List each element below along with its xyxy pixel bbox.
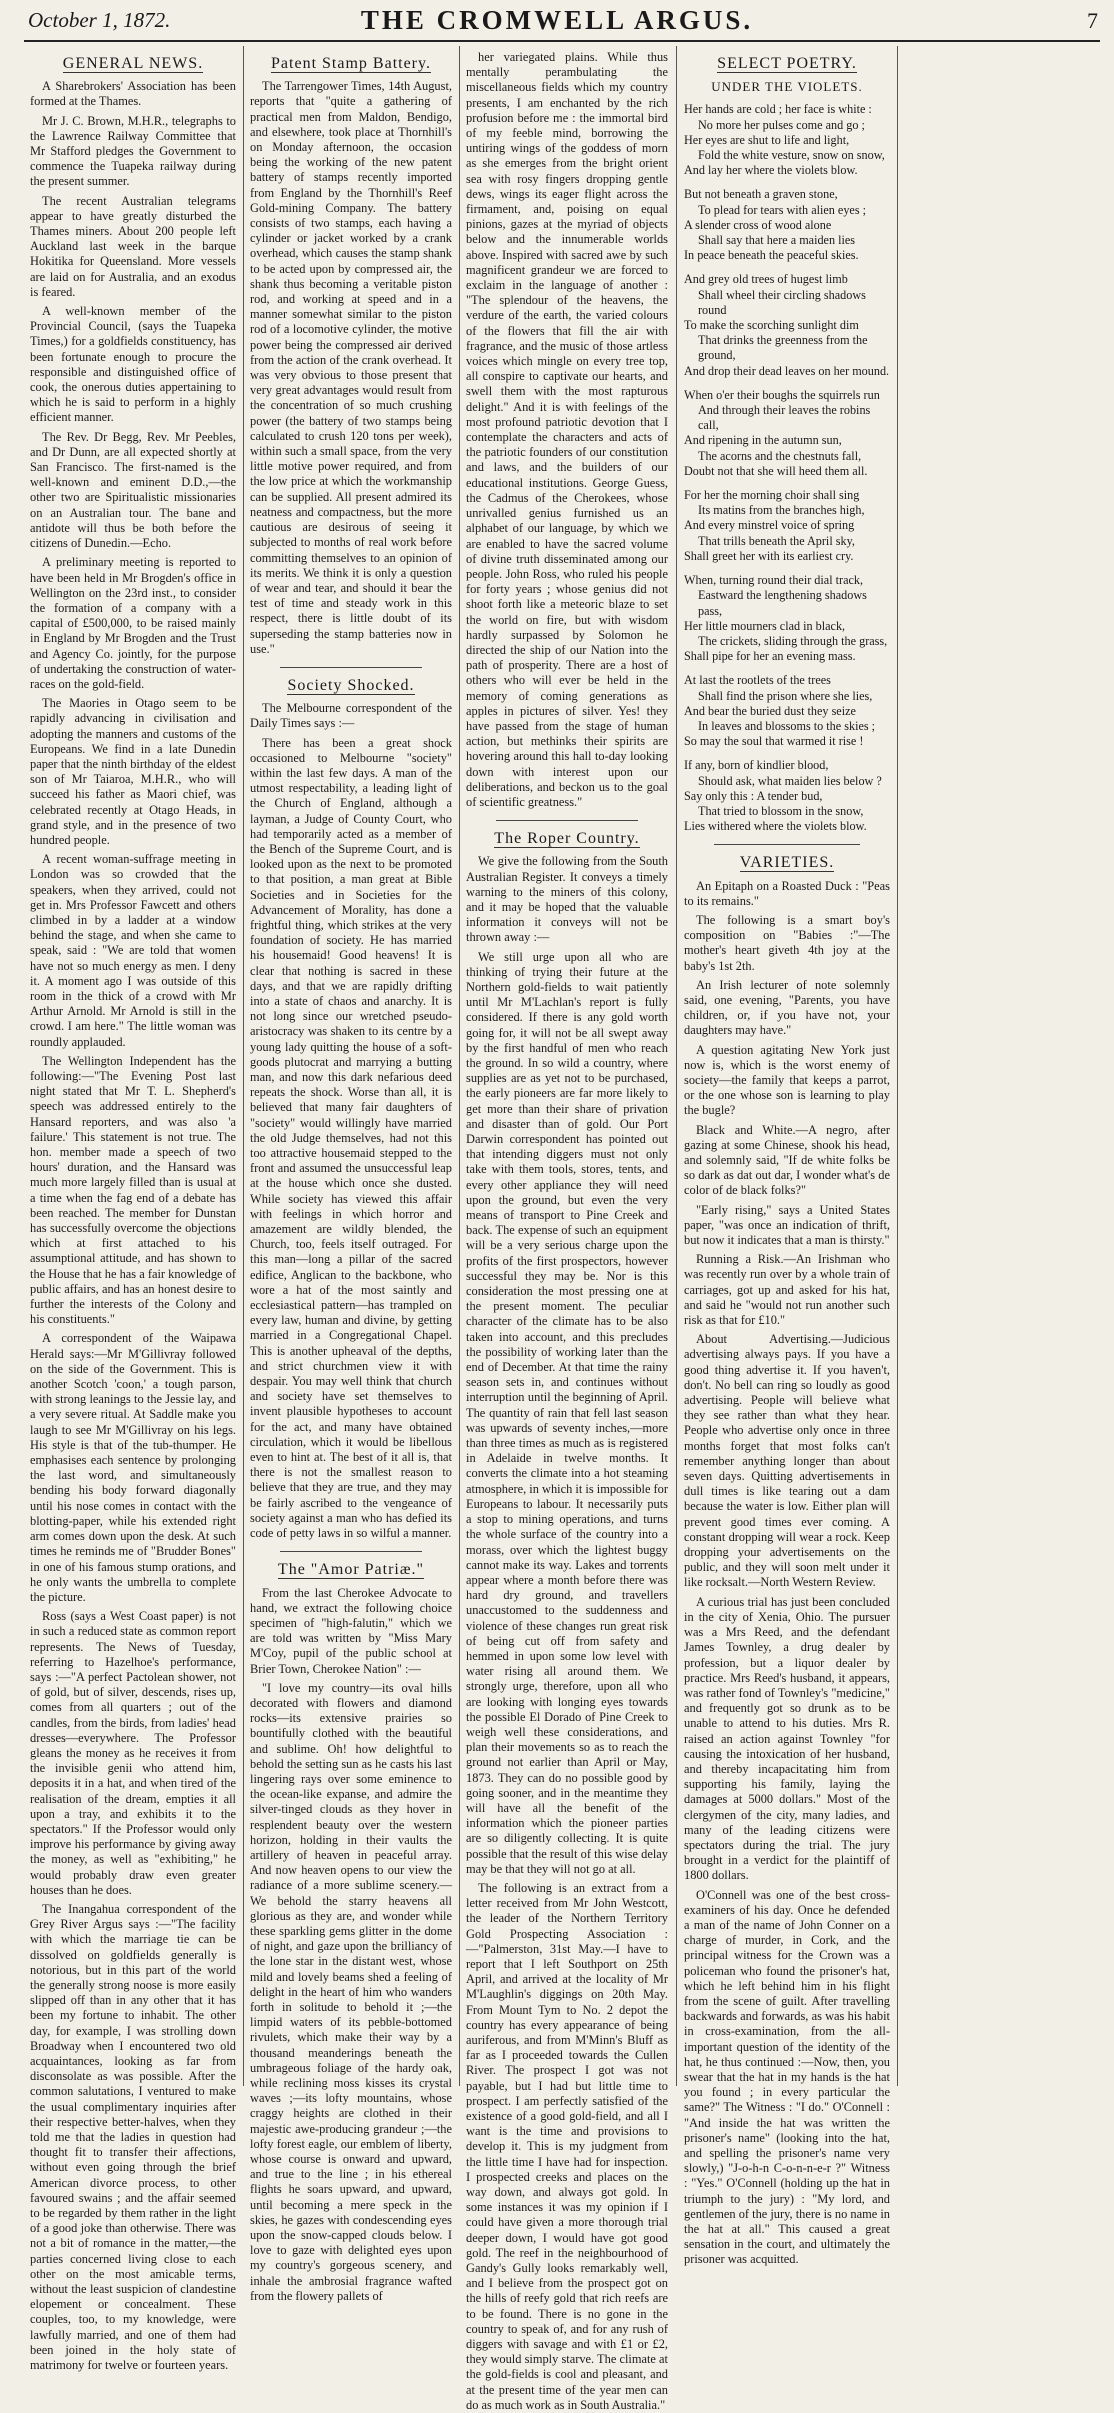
section-heading [30, 56, 236, 71]
article-paragraph: There has been a great shock occasioned to Melbourne "society" within the last few days. A man of the utmost respectability, a leading light of the Church of England, although a layman, a Judge of County Court, who had temporarily acted as a member of the Bench of the Supreme Court, and is looked upon as the next to be promoted to that position, a man great at Bible Societies and in Societies for the Advancement of Morality, has done a frightful thing, which strikes at the very foundation of society. He has married his housemaid! Good heavens! It is clear that nothing is sacred in these days, and that we are rapidly drifting into a state of chaos and anarchy. It is not long since our wretched pseudo-aristocracy was shaken to its centre by a young lady quitting the house of a soft-goods plutocrat and marrying a butting man, and now this dark nefarious deed repeats the shock. Worse than all, it is believed that many fair daughters of "society" would willingly have married the old Judge themselves, had not this too attractive housemaid stepped to the front and assumed the unsuccessful leap at the house which once she dusted. While society has viewed this affair with feelings in which horror and amazement are wildly blended, the Church, too, feels itself outraged. For this man—long a pillar of the sacred edifice, Anglican to the backbone, who wore a hat of the most saintly and ecclesiastical pattern—has trampled on every law, human and divine, by getting married in a Congregational Chapel. This is another upheaval of the depths, and strict churchmen view it with despair. You may well think that church and society have set themselves to invent plausible hypotheses to account for the act, and many have obtained circulation, which it would be libellous even to hint at. The best of it all is, that there is not the smallest reason to believe that they are true, and they may be fairly ascribed to the vengeance of society against a man who has defied its code of petty laws in so wilful a manner. [250, 735, 452, 1541]
poem-line: At last the rootlets of the trees [684, 673, 831, 688]
variety-item: The following is a smart boy's composition on "Babies :"—The mother's heart giveth 4th joy at the baby's 1st 2th. [684, 912, 890, 973]
patent-stamp-battery-body [250, 79, 452, 657]
poem-line: Her hands are cold ; her face is white : [684, 102, 872, 117]
poem-line: And drop their dead leaves on her mound. [684, 363, 890, 378]
poem-stanza [684, 673, 890, 749]
poem-line: Its matins from the branches high, [698, 503, 865, 518]
poem-line: And every minstrel voice of spring [684, 518, 855, 533]
variety-item: An Irish lecturer of note solemnly said, one evening, "Parents, you have children, or, if you have not, your daughters may have." [684, 977, 890, 1038]
section-heading [684, 855, 890, 870]
poem-stanza [684, 758, 890, 834]
news-paragraph: The Inangahua correspondent of the Grey River Argus says :—"The facility with which the marriage tie can be dissolved on goldfields generally is notorious, but in this part of the world the generally strong noose is more easily slipped off than in any other that it has been my fortune to inhabit. The other day, for example, I was strolling down Broadway when I encountered two old acquaintances, looking as far from disconsolate as was possible. After the common salutations, I ventured to make the usual complimentary inquiries after their respective better-halves, when they told me that the ladies in question had thought fit to transfer their affections, without even going through the brief American divorce process, to other favoured swains ; and the affair seemed to be regarded by them rather in the light of a good joke than otherwise. There was not a bit of romance in the matter,—the parties concerned living close to each other on the most amicable terms, without the least suspicion of clandestine elopement or concealment. These couples, too, to my knowledge, were lawfully married, and one of them had been joined in the holy state of matrimony for twelve or fourteen years. [30, 1901, 236, 2373]
poem-line: No more her pulses come and go ; [698, 117, 865, 132]
article-paragraph: "I love my country—its oval hills decorated with flowers and diamond rocks—its extensive prairies so bountifully clothed with the beautiful and sublime. Oh! how delightful to behold the setting sun as he casts his last lingering rays over some eminence to the ocean-like expanse, and admire the silver-tinged clouds as they hover in resplendent beauty over the western horizon, holding in their vaults the artillery of heaven in peaceful array. And now heaven opens to our view the radiance of a more sublime scenery.—We behold the starry heavens all glorious as they are, and wonder while these sparkling gems glitter in the dome of night, and gaze upon the brilliancy of the lone star in the distant west, whose mild and lovely beams shed a feeling of delight in the heart of him who wanders forth in solitude to behold it ;—the limpid waters of its pebble-bottomed rivulets, which make their way by a thousand meanderings beneath the umbrageous foliage of the hardy oak, while reclining moss kisses its crystal waves ;—its lofty mountains, whose craggy heights are clothed in their majestic awe-producing grandeur ;—the lofty forest eagle, our emblem of liberty, whose course is onward and upward, and true to the line ; in his ethereal flights he soars upward, and upward, until becoming a mere speck in the skies, he gazes with condescending eyes upon the snow-capped clouds below. I love to gaze with delighted eyes upon my country's gorgeous scenery, and inhale the ambrosial fragrance wafted from the flowery pallets of [250, 1680, 452, 2303]
poem-line: So may the soul that warmed it rise ! [684, 734, 864, 749]
patent-stamp-battery-heading: Patent Stamp Battery. [271, 55, 431, 72]
variety-item: An Epitaph on a Roasted Duck : "Peas to its remains." [684, 878, 890, 908]
news-paragraph: The recent Australian telegrams appear to have greatly disturbed the Thames miners. About 200 people left Auckland last week in the barque Hokitika for Queensland. More vessels are laid on for Australia, and an exodus is feared. [30, 193, 236, 299]
column-general-news [30, 50, 236, 2373]
variety-item: A curious trial has just been concluded in the city of Xenia, Ohio. The pursuer was a Mrs Reed, and the defendant James Townley, a drug dealer by profession, but a liquor dealer by practice. Mrs Reed's husband, it appears, was rather fond of Townley's "medicine," and frequently got so drunk as to be unable to attend to his duties. Mrs R. raised an action against Townley "for causing the intoxication of her husband, and thereby incapacitating him from supporting his family, laying the damages at 5000 dollars." Most of the clergymen of the city, many ladies, and many of the leading citizens were spectators during the trial. The jury brought in a verdict for the plaintiff of 1800 dollars. [684, 1594, 890, 1883]
poem-line: To plead for tears with alien eyes ; [698, 202, 867, 217]
varieties-body [684, 879, 890, 2268]
amor-patriae-heading: The "Amor Patriæ." [277, 1561, 425, 1579]
section-heading [250, 678, 452, 693]
article-paragraph: The Tarrengower Times, 14th August, reports that "quite a gathering of practical men from Maldon, Bendigo, and elsewhere, took place at Thornhill's on Monday afternoon, the occasion being the working of the new patent battery of stamps recently imported from England by the Thornhill's Reef Gold-mining Company. The battery consists of two stamps, each having a cylinder or jacket worked by a crank overhead, which causes the stamp shank to be acted upon by compressed air, the shank thus becoming a veritable piston rod, and working at speed and in a manner somewhat similar to the piston rod of a locomotive cylinder, the motive power being the compressed air derived from the action of the crank overhead. It was very obvious to those present that very great advantages would result from the concentration of so much crushing power (the battery of two stamps being calculated to crush 120 tons per week), within such a small space, from the very little motive power required, and from the low price at which the workmanship can be supplied. All present admired its neatness and compactness, but the more cautious are desirous of seeing it subjected to months of real work before committing themselves to an opinion of its merits. We think it is only a question of wear and tear, and should it bear the test of time and steady work in this respect, there is little doubt of its superseding the stamp batteries now in use." [250, 79, 452, 656]
poem-line: And lay her where the violets blow. [684, 163, 858, 178]
poem-stanza [684, 488, 890, 564]
page-number: 7 [1087, 8, 1098, 33]
variety-item: A question agitating New York just now is, which is the worst enemy of society—the family that keeps a parrot, or the one whose son is learning to play the bugle? [684, 1042, 890, 1118]
column-three [466, 50, 669, 2412]
news-paragraph: The Rev. Dr Begg, Rev. Mr Peebles, and Dr Dunn, are all expected shortly at San Francisco. The first-named is the well-known and eminent D.D.,—the other two are Spiritualistic missionaries on an Australian tour. The bane and antidote will thus be both before the citizens of Dunedin.—Echo. [30, 429, 236, 551]
poem-line: Doubt not that she will heed them all. [684, 463, 868, 478]
poem-stanza [684, 187, 890, 263]
news-paragraph: Mr J. C. Brown, M.H.R., telegraphs to the Lawrence Railway Committee that Mr Stafford pledges the Government to commence the Tuapeka railway during the present summer. [30, 113, 236, 189]
column-divider [676, 46, 677, 2086]
poem-line: Her little mourners clad in black, [684, 618, 846, 633]
article-separator [496, 820, 638, 821]
article-paragraph: her variegated plains. While thus mentally perambulating the miscellaneous fields which my country presents, I am enchanted by the rich profusion before me : the immortal bird of my feeble mind, borrowing the untiring wings of the goddess of morn as she emerges from the bright orient sea with rosy fingers dropping gentle dews, wings its eager flight across the firmament, and, poising on equal pinions, gazes at the myriad of objects below and the innumerable worlds above. Inspired with sacred awe by such magnificent grandeur we are forced to exclaim in the language of another : "The splendour of the heavens, the verdure of the earth, the varied colours of the flowers that fill the air with fragrance, and the music of those artless voices which mingle on every tree top, all conspire to captivate our hearts, and swell them with the most rapturous delight." And it is with feelings of the most profound patriotic devotion that I contemplate the characters and acts of the patriotic founders of our constitution and laws, and the builders of our educational institutions. George Guess, the Cadmus of the Cherokees, whose unrivalled genius furnished us an alphabet of our language, by which we are enabled to have the sacred volume of divine truth disseminated among our people. John Ross, who ruled his people for forty years ; whose genius did not shoot forth like a meteoric blaze to set the world on fire, but with wisdom hardly surpassed by Solomon he directed the ship of our Nation into the path of prosperity. There are a host of others who will ever be held in the memory of coming generations as apples in pictures of silver. Yes! they have passed from the stage of human action, but methinks their spirits are hovering around this hall to-day looking down with interest upon our deliberations, and beckon us to the goal of scientific greatness." [466, 50, 668, 809]
issue-date: October 1, 1872. [28, 8, 171, 32]
article-paragraph: The Melbourne correspondent of the Daily Times says :— [250, 701, 452, 731]
poem-line: If any, born of kindlier blood, [684, 758, 829, 773]
poem-line: Shall find the prison where she lies, [698, 688, 873, 703]
poem-line: And bear the buried dust they seize [684, 703, 856, 718]
poem-stanza [684, 573, 890, 664]
column-four [684, 50, 890, 2267]
poem-stanza [684, 388, 890, 479]
news-paragraph: The Wellington Independent has the following:—"The Evening Post last night stated that Mr T. L. Shepherd's speech was addressed entirely to the Hansard reporters, and was also 'a failure.' This statement is not true. The hon. member made a speech of two hours' duration, and the Hansard was much more largely filled than is usual at a time when the fag end of a debate has been reached. The member for Dunstan has successfully overcome the objections which at first attached to his assumptional attitude, and has shown to the House that he has a fair knowledge of public affairs, and has an honest desire to further the interests of the Colony and his constituents." [30, 1053, 236, 1327]
varieties-heading: VARIETIES. [739, 854, 835, 872]
society-shocked-body [250, 701, 452, 1541]
poem-line: For her the morning choir shall sing [684, 488, 860, 503]
poem-line: Shall wheel their circling shadows round [698, 287, 866, 317]
poem-line: In peace beneath the peaceful skies. [684, 248, 859, 263]
masthead-rule [24, 40, 1100, 42]
poem-line: Shall say that here a maiden lies [698, 233, 856, 248]
poem-line: Say only this : A tender bud, [684, 788, 823, 803]
news-paragraph: A Sharebrokers' Association has been formed at the Thames. [30, 79, 236, 109]
poem-line: The acorns and the chestnuts fall, [698, 448, 862, 463]
article-separator [280, 1551, 422, 1552]
article-separator [714, 844, 860, 845]
poem-line: Fold the white vesture, snow on snow, [698, 148, 885, 163]
poem-stanza [684, 102, 890, 178]
roper-country-body [466, 854, 668, 2413]
variety-item: Running a Risk.—An Irishman who was recently run over by a whole train of carriages, got up and asked for his hat, and said he "would not run another such risk as that for £10." [684, 1252, 890, 1328]
poem-line: When, turning round their dial track, [684, 573, 864, 588]
roper-country-heading: The Roper Country. [494, 830, 640, 848]
column-two [250, 50, 452, 2303]
poem-line: That tried to blossom in the snow, [698, 803, 864, 818]
news-paragraph: A preliminary meeting is reported to have been held in Mr Brogden's office in Wellington on the 23rd inst., to consider the formation of a company with a capital of £500,000, to be raised mainly in England by Mr Brogden and the Trust and Agency Co. jointly, for the purpose of undertaking the construction of water-races on the gold-field. [30, 555, 236, 691]
poem-line: Lies withered where the violets blow. [684, 819, 867, 834]
poem-line: In leaves and blossoms to the skies ; [698, 718, 876, 733]
news-paragraph: A recent woman-suffrage meeting in London was so crowded that the speakers, when they arrived, could not get in. Mrs Professor Fawcett and others climbed in by a ladder at a window behind the stage, and when she came to speak, said : "We are told that women have not so much energy as men. I deny it. A moment ago I was outside of this room in the thick of a crowd with Mr Arthur Arnold. Mr Arnold is still in the crowd. I am here." The little woman was roundly applauded. [30, 852, 236, 1049]
news-paragraph: Ross (says a West Coast paper) is not in such a reduced state as common report represents. The News of Tuesday, referring to Hazelhoe's performance, says :—"A perfect Pactolean shower, not of gold, but of silver, descends, rises up, comes from all quarters ; out of the candles, from the birds, from ladies' head dresses—everywhere. The Professor gleans the money as he receives it from the invisible genii who attend him, deposits it in a hat, and when tired of the realisation of the dream, empties it all upon a tray, and exhibits it to the spectators." If the Professor would only improve his performance by giving away the money, as well as "exhibiting," he would probably draw even greater houses than he does. [30, 1609, 236, 1897]
article-paragraph: We still urge upon all who are thinking of trying their future at the Northern gold-fields to wait patiently until Mr M'Lachlan's report is fully considered. If there is any gold worth going for, it will not be all swept away by the first handful of men who reach the ground. In so wild a country, where supplies are as yet not to be purchased, the early pioneers are far more likely to get more than their share of privation and disaster than of gold. Our Port Darwin correspondent has pointed out that intending diggers must not only take with them tools, stores, tents, and every other appliance they will need upon the ground, but even the very means of transport to Pine Creek and back. The expense of such an equipment will be a very serious charge upon the profits of the first prospectors, however successful they may be. Nor is this consideration the most pressing one at the present moment. The peculiar character of the climate has to be also taken into account, and this precludes the possibility of working later than the end of December. At that time the rainy season sets in, and continues without interruption until the beginning of April. The quantity of rain that fell last season was upwards of seventy inches,—more than three times as much as is registered in Adelaide in twelve months. It converts the climate into a hot steaming atmosphere, in which it is impossible for Europeans to labour. It necessarily puts a stop to mining operations, and turns the whole surface of the country into a morass, over which the lightest buggy cannot make its way. Lakes and torrents appear where a month before there was hard dry ground, and travellers unaccustomed to the suddenness and violence of these changes run great risk of being cut off from safety and hemmed in upon some low level with water rising all around them. We strongly urge, therefore, upon all who are looking with longing eyes towards the possible El Dorado of Pine Creek to weigh well these considerations, and plan their movements so as to reach the ground not earlier than April or May, 1873. They can do no possible good by going sooner, and in the meantime they will have all the benefit of the information which the pioneer parties are so diligently collecting. It is quite possible that the result of this wise delay may be that they will not go at all. [466, 949, 669, 1876]
poem-line: And through their leaves the robins call, [698, 403, 871, 433]
society-shocked-heading: Society Shocked. [287, 676, 415, 694]
poem-body [684, 102, 890, 834]
article-separator [280, 667, 422, 668]
poem-line: When o'er their boughs the squirrels run [684, 387, 880, 402]
select-poetry-heading: SELECT POETRY. [717, 55, 857, 72]
poem-stanza [684, 272, 890, 378]
variety-item: "Early rising," says a United States paper, "was once an indication of thrift, but now it indicates that a man is thirsty." [684, 1202, 890, 1248]
article-paragraph: The following is an extract from a letter received from Mr John Westcott, the leader of the Northern Territory Gold Prospecting Association :—"Palmerston, 31st May.—I have to report that I left Southport on 25th April, and arrived at the locality of Mr M'Laughlin's diggings on 20th May. From Mount Tym to No. 2 depot the country has every appearance of being auriferous, and from M'Minn's Bluff as far as I proceeded towards the Cullen River. The prospect I got was not payable, but I had but little time to prospect. I am perfectly satisfied of the existence of a good gold-field, and all I want is the time and provisions to develop it. This is my judgment from the little time I have had for inspection. I prospected creeks and places on the way down, and always got gold. In some instances it was my opinion if I could have given a more thorough trial deeper down, I would have got good gold. The reef in the neighbourhood of Gandy's Gully looks remarkably well, and I believe from the prospect got on the hills of reefy gold that rich reefs are to be found. There is no gone in the country to speak of, and for any rush of diggers with savage and with £1 or £2, they would simply starve. The climate at the gold-fields is cool and pleasant, and at the present time of the year men can do as much work as in South Australia." [466, 1880, 668, 2412]
masthead [0, 0, 1114, 40]
column-divider [459, 46, 460, 2086]
poem-line: And ripening in the autumn sun, [684, 433, 842, 448]
poem-line: Her eyes are shut to life and light, [684, 132, 850, 147]
news-paragraph: A well-known member of the Provincial Council, (says the Tuapeka Times,) for a goldfields constituency, has been fortunate enough to procure the responsible and distinguished office of cook, the onerous duties appertaining to which he is said to perform in a highly efficient manner. [30, 304, 236, 425]
section-heading [684, 56, 890, 71]
article-paragraph: We give the following from the South Australian Register. It conveys a timely warning to the miners of this colony, and it may be hoped that the valuable information it conveys will not be thrown away :— [466, 854, 668, 945]
poem-line: But not beneath a graven stone, [684, 187, 838, 202]
article-paragraph: From the last Cherokee Advocate to hand, we extract the following choice specimen of "high-falutin," which we are told was written by "Miss Mary M'Coy, pupil of the public school at Brier Town, Cherokee Nation" :— [250, 1585, 452, 1676]
poem-line: Eastward the lengthening shadows pass, [698, 588, 867, 618]
poem-line: A slender cross of wood alone [684, 217, 832, 232]
poem-title: UNDER THE VIOLETS. [711, 79, 863, 95]
poem-line: To make the scorching sunlight dim [684, 318, 859, 333]
column-divider [897, 46, 898, 2086]
section-heading [466, 831, 668, 846]
poem-line: Shall greet her with its earliest cry. [684, 548, 854, 563]
amor-patriae-continued [466, 50, 668, 810]
news-paragraph: The Maories in Otago seem to be rapidly advancing in civilisation and adopting the manners and customs of the Europeans. We find in a late Dunedin paper that the ninth birthday of the eldest son of Mr Taiaroa, M.H.R., who will succeed his father as Maori chief, was celebrated recently at Otago Heads, in grand style, and in the presence of two hundred people. [30, 696, 236, 847]
section-heading [250, 1562, 452, 1577]
poem-line: That trills beneath the April sky, [698, 533, 855, 548]
poem-line: The crickets, sliding through the grass, [698, 633, 888, 648]
poem-line: And grey old trees of hugest limb [684, 272, 848, 287]
poem-line: Should ask, what maiden lies below ? [698, 773, 882, 788]
general-news-heading: GENERAL NEWS. [62, 55, 204, 72]
section-heading [250, 56, 452, 71]
column-divider [243, 46, 244, 2086]
general-news-body [30, 79, 236, 2373]
poem-line: Shall pipe for her an evening mass. [684, 649, 856, 664]
poem-line: That drinks the greenness from the ground, [698, 333, 868, 363]
variety-item: O'Connell was one of the best cross-examiners of his day. Once he defended a man of the name of John Conner on a charge of murder, in Cork, and the principal witness for the Crown was a policeman who found the prisoner's hat, which he left behind him in his flight from the scene of guilt. After travelling backwards and forwards, as was his habit in cross-examination, from the all-important question of the identity of the hat, he thus continued :—Now, then, you swear that the hat in my hands is the hat you found ; in every particular the same?" The Witness : "I do." O'Connell : "And inside the hat was written the prisoner's name" (looking into the hat, and spelling the prisoner's name very slowly,) "J-o-h-n C-o-n-n-e-r ?" Witness : "Yes." O'Connell (holding up the hat in triumph to the jury) : "My lord, and gentlemen of the jury, there is no name in the hat at all." This caused a great sensation in the court, and ultimately the prisoner was acquitted. [684, 1887, 890, 2267]
variety-item: About Advertising.—Judicious advertising always pays. If you have a good thing advertise it. If you haven't, don't. No bell can ring so loudly as good advertising. People will believe what they see rather than what they hear. People who advertise only once in three months forget that most folks can't remember anything longer than about seven days. Quitting advertisements in dull times is like tearing out a dam because the water is low. Either plan will prevent good times ever coming. A constant dropping will wear a rock. Keep dropping your advertisements on the public, and they will soon melt under it like rocksalt.—North Western Review. [684, 1332, 890, 1590]
newspaper-title: THE CROMWELL ARGUS. [360, 5, 754, 35]
variety-item: Black and White.—A negro, after gazing at some Chinese, shook his head, and solemnly said, "If de white folks be so dark as dat out dar, I wonder what's de color of de black folks?" [684, 1122, 890, 1198]
news-paragraph: A correspondent of the Waipawa Herald says:—Mr M'Gillivray followed on the side of the Government. This is another Scotch 'coon,' a tough parson, with strong leanings to the Jessie lay, and a very severe ritual. At Saddle make you laugh to see Mr M'Gillivray on his legs. His style is that of the tub-thumper. He emphasises each sentence by prolonging the last word, and simultaneously bending his body forward diagonally until his nose comes in contact with the blotting-paper, while his extended right arm comes down upon the desk. At such times he reminds me of "Brudder Bones" in one of his famous stump orations, and he only wants the umbrella to complete the picture. [30, 1331, 236, 1604]
amor-patriae-body [250, 1586, 452, 2305]
